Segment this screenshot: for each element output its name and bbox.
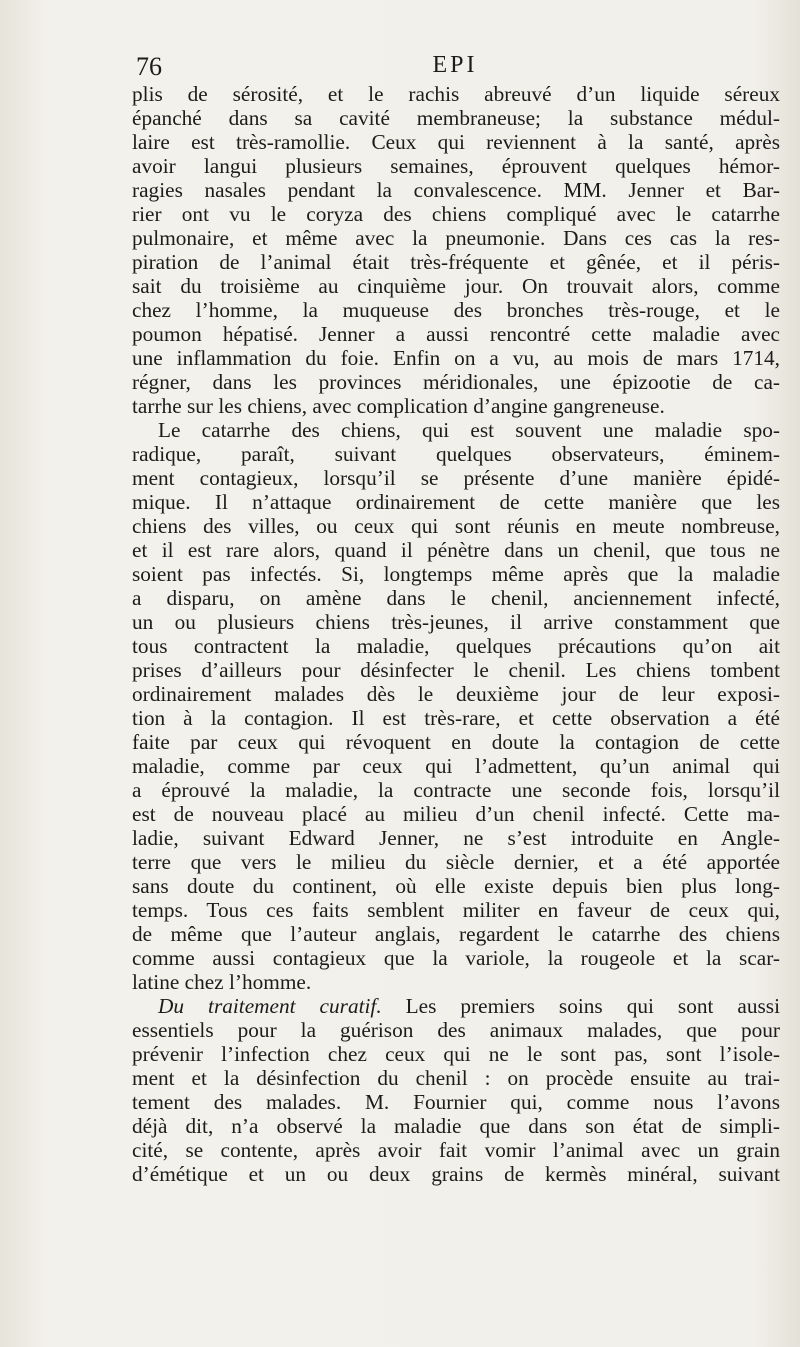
running-head: EPI [432,52,478,78]
text-line-content: Le catarrhe des chiens, qui est souvent une maladie spo- [158,418,780,442]
text-line-content: maladie, comme par ceux qui l’admettent, qu’un animal qui [132,754,780,778]
text-line-content: ordinairement malades dès le deuxième jour de leur exposi- [132,682,780,706]
text-line-content: latine chez l’homme. [132,970,312,994]
text-line [132,610,780,634]
text-line-content: régner, dans les provinces méridionales, une épizootie de ca- [132,370,780,394]
text-line-content: de même que l’auteur anglais, regardent le catarrhe des chiens [132,922,780,946]
text-line-content: radique, paraît, suivant quelques observateurs, éminem- [132,442,780,466]
text-line [132,802,780,826]
text-line [132,178,780,202]
text-line [132,466,780,490]
text-line-content: piration de l’animal était très-fréquente et gênée, et il péris- [132,250,780,274]
text-line-content: déjà dit, n’a observé la maladie que dans son état de simpli- [132,1114,780,1138]
text-line-content: pulmonaire, et même avec la pneumonie. Dans ces cas la res- [132,226,780,250]
text-line [132,970,780,994]
text-line-content: tement des malades. M. Fournier qui, comme nous l’avons [132,1090,780,1114]
text-line [132,130,780,154]
text-line [132,250,780,274]
text-line [132,82,780,106]
text-line [132,682,780,706]
text-line [132,226,780,250]
section-heading-italic: Du traitement curatif. [158,994,382,1018]
text-line-content: sans doute du continent, où elle existe depuis bien plus long- [132,874,780,898]
text-line-content: temps. Tous ces faits semblent militer en faveur de ceux qui, [132,898,780,922]
text-line-content: essentiels pour la guérison des animaux malades, que pour [132,1018,780,1042]
text-line [132,730,780,754]
text-line-content: épanché dans sa cavité membraneuse; la substance médul- [132,106,780,130]
text-line [132,562,780,586]
text-line [132,658,780,682]
text-line [132,898,780,922]
text-line [132,418,780,442]
text-line [132,154,780,178]
text-line-content: avoir langui plusieurs semaines, éprouvent quelques hémor- [132,154,780,178]
text-line-content: soient pas infectés. Si, longtemps même après que la maladie [132,562,780,586]
page-header [136,52,774,82]
text-line-content: un ou plusieurs chiens très-jeunes, il arrive constamment que [132,610,780,634]
text-line-content: tarrhe sur les chiens, avec complication d’angine gangreneuse. [132,394,665,418]
text-line [132,370,780,394]
text-line-content: plis de sérosité, et le rachis abreuvé d’un liquide séreux [132,82,780,106]
text-line [132,922,780,946]
text-line [132,202,780,226]
text-line [132,706,780,730]
text-line-content: une inflammation du foie. Enfin on a vu, au mois de mars 1714, [132,346,780,370]
text-line-content: Les premiers soins qui sont aussi [381,994,780,1018]
text-line-content: prévenir l’infection chez ceux qui ne le sont pas, sont l’isole- [132,1042,780,1066]
text-line [132,346,780,370]
text-line [132,1090,780,1114]
text-line [132,778,780,802]
text-line-content: d’émétique et un ou deux grains de kermès minéral, suivant [132,1162,780,1186]
text-line [132,514,780,538]
text-line [132,490,780,514]
text-line [132,442,780,466]
text-line [132,850,780,874]
text-line-content: terre que vers le milieu du siècle dernier, et a été apportée [132,850,780,874]
text-line [132,1138,780,1162]
text-line [132,754,780,778]
text-line [132,274,780,298]
text-line-content: sait du troisième au cinquième jour. On trouvait alors, comme [132,274,780,298]
text-line-content: a éprouvé la maladie, la contracte une seconde fois, lorsqu’il [132,778,780,802]
text-line [132,634,780,658]
text-line-content: est de nouveau placé au milieu d’un chenil infecté. Cette ma- [132,802,780,826]
text-line [132,874,780,898]
text-line [132,586,780,610]
text-line-content: rier ont vu le coryza des chiens compliqué avec le catarrhe [132,202,780,226]
text-line-content: cité, se contente, après avoir fait vomir l’animal avec un grain [132,1138,780,1162]
text-line-content: ment et la désinfection du chenil : on procède ensuite au trai- [132,1066,780,1090]
text-line-content: tion à la contagion. Il est très-rare, et cette observation a été [132,706,780,730]
text-line [132,106,780,130]
text-line-content: poumon hépatisé. Jenner a aussi rencontré cette maladie avec [132,322,780,346]
text-line [132,298,780,322]
text-line-content: ladie, suivant Edward Jenner, ne s’est introduite en Angle- [132,826,780,850]
text-line-content: prises d’ailleurs pour désinfecter le chenil. Les chiens tombent [132,658,780,682]
text-line [132,322,780,346]
text-line [132,1042,780,1066]
body-text [132,82,780,1186]
text-line-content: laire est très-ramollie. Ceux qui reviennent à la santé, après [132,130,780,154]
text-line-content: a disparu, on amène dans le chenil, anciennement infecté, [132,586,780,610]
text-line-content: ment contagieux, lorsqu’il se présente d’une manière épidé- [132,466,780,490]
text-line [132,826,780,850]
text-line-content: mique. Il n’attaque ordinairement de cette manière que les [132,490,780,514]
text-line-content: comme aussi contagieux que la variole, la rougeole et la scar- [132,946,780,970]
text-line [132,946,780,970]
text-line-content: ragies nasales pendant la convalescence. MM. Jenner et Bar- [132,178,780,202]
text-line-content: faite par ceux qui révoquent en doute la contagion de cette [132,730,780,754]
text-line-content: et il est rare alors, quand il pénètre dans un chenil, que tous ne [132,538,780,562]
text-line [132,394,780,418]
text-line [132,1162,780,1186]
text-line [132,538,780,562]
text-line [132,1066,780,1090]
text-line [132,1018,780,1042]
text-line-content: chez l’homme, la muqueuse des bronches très-rouge, et le [132,298,780,322]
page-number: 76 [136,52,162,81]
text-line [132,1114,780,1138]
text-line-content: chiens des villes, ou ceux qui sont réunis en meute nombreuse, [132,514,780,538]
text-line [132,994,780,1018]
text-line-content: tous contractent la maladie, quelques précautions qu’on ait [132,634,780,658]
